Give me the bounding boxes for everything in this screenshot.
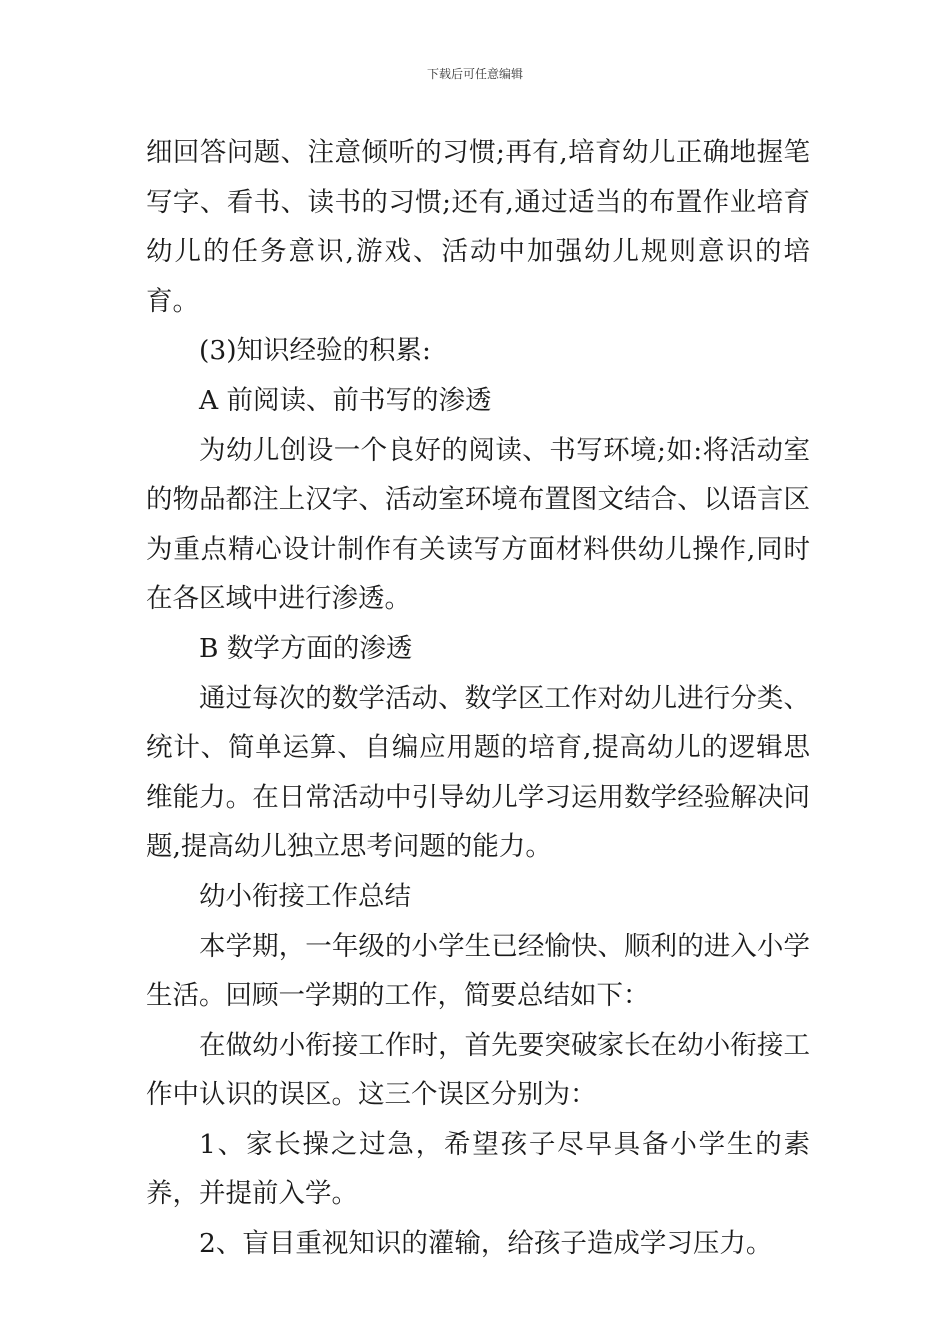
paragraph: 细回答问题、注意倾听的习惯;再有,培育幼儿正确地握笔写字、看书、读书的习惯;还有,通过适当的布置作业培育幼儿的任务意识,游戏、活动中加强幼儿规则意识的培育。 <box>146 137 810 317</box>
document-body <box>146 128 810 1269</box>
subsection-heading: B 数学方面的渗透 <box>199 632 413 664</box>
page-header: 下载后可任意编辑 <box>426 67 523 81</box>
section-heading: (3)知识经验的积累: <box>199 335 431 367</box>
subsection-heading: A 前阅读、前书写的渗透 <box>199 384 492 416</box>
list-item: 2、盲目重视知识的灌输，给孩子造成学习压力。 <box>199 1228 773 1260</box>
list-item: 1、家长操之过急，希望孩子尽早具备小学生的素养，并提前入学。 <box>146 1128 810 1210</box>
paragraph: 本学期，一年级的小学生已经愉快、顺利的进入小学生活。回顾一学期的工作，简要总结如下： <box>146 930 810 1012</box>
paragraph: 通过每次的数学活动、数学区工作对幼儿进行分类、统计、简单运算、自编应用题的培育,提高幼儿的逻辑思维能力。在日常活动中引导幼儿学习运用数学经验解决问题,提高幼儿独立思考问题的能力。 <box>146 682 810 863</box>
paragraph: 在做幼小衔接工作时，首先要突破家长在幼小衔接工作中认识的误区。这三个误区分别为： <box>146 1029 810 1111</box>
section-title: 幼小衔接工作总结 <box>199 880 411 912</box>
paragraph: 为幼儿创设一个良好的阅读、书写环境;如:将活动室的物品都注上汉字、活动室环境布置图文结合、以语言区为重点精心设计制作有关读写方面材料供幼儿操作,同时在各区域中进行渗透。 <box>146 434 810 615</box>
